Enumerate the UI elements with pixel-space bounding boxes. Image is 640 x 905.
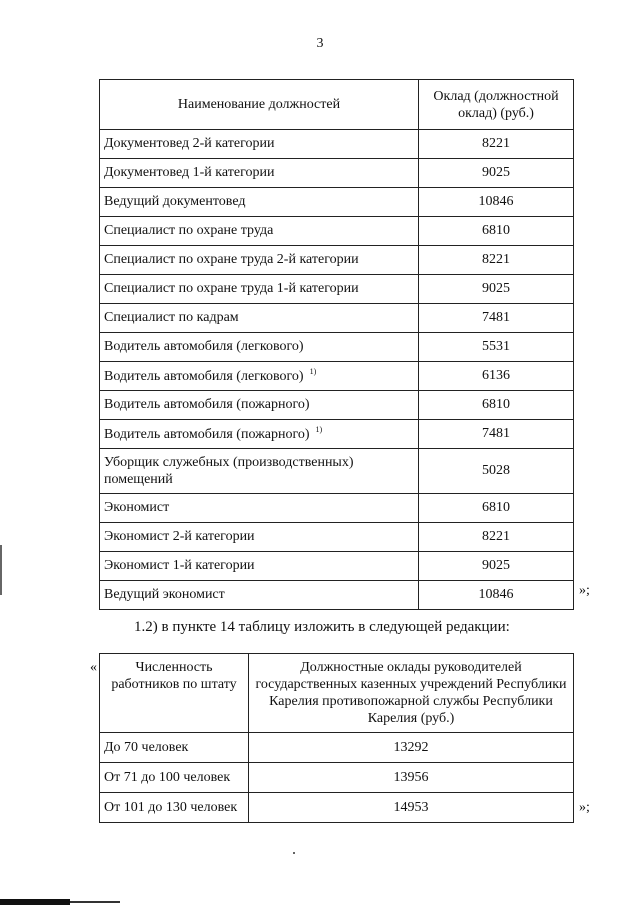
position-name: Специалист по охране труда 2-й категории [100,246,419,275]
staff-range: От 71 до 100 человек [100,763,249,793]
salary-value: 9025 [419,552,574,581]
table-row [100,304,574,333]
scan-artifact [0,899,70,905]
salary-value: 9025 [419,159,574,188]
table-row [100,733,574,763]
position-name: Специалист по охране труда 1-й категории [100,275,419,304]
salary-value: 6810 [419,217,574,246]
clause-text: 1.2) в пункте 14 таблицу изложить в следующей редакции: [134,619,510,635]
staff-range: До 70 человек [100,733,249,763]
table-row [100,217,574,246]
header-director-salary: Должностные оклады руководителей государственных казенных учреждений Республики Карелия противопожарной службы Республики Карелия (руб.) [249,654,574,733]
position-name: Специалист по кадрам [100,304,419,333]
table-row [100,793,574,823]
director-salary-value: 13292 [249,733,574,763]
position-name: Водитель автомобиля (легкового) [100,333,419,362]
scan-artifact [70,901,120,903]
position-name: Документовед 2-й категории [100,130,419,159]
position-name: Уборщик служебных (производственных) помещений [100,449,419,494]
position-name: Экономист [100,494,419,523]
position-name: Экономист 1-й категории [100,552,419,581]
footnote-mark: 1) [309,367,317,376]
scan-dot [293,852,295,854]
salary-value: 10846 [419,188,574,217]
table-row [100,391,574,420]
table-row [100,333,574,362]
position-name: Водитель автомобиля (пожарного) $^{1)}$ [100,420,419,449]
table-row [100,763,574,793]
position-name: Ведущий документовед [100,188,419,217]
closing-quote: »; [579,583,590,598]
table-row [100,494,574,523]
salary-value: 8221 [419,246,574,275]
table-row [100,188,574,217]
table-row [100,523,574,552]
header-staff-count: Численность работников по штату [100,654,249,733]
table-row [100,449,574,494]
salary-value: 9025 [419,275,574,304]
staff-range: От 101 до 130 человек [100,793,249,823]
header-position-name: Наименование должностей [100,80,419,130]
position-name: Водитель автомобиля (легкового) $^{1)}$ [100,362,419,391]
table-row [100,130,574,159]
table-row [100,246,574,275]
table-row [100,420,574,449]
salary-value: 7481 [419,420,574,449]
position-name: Водитель автомобиля (пожарного) [100,391,419,420]
position-name: Специалист по охране труда [100,217,419,246]
header-salary: Оклад (должностной оклад) (руб.) [419,80,574,130]
scan-edge-mark [0,545,2,595]
salary-value: 6810 [419,391,574,420]
closing-quote: »; [579,800,590,815]
table-row [100,362,574,391]
table-row [100,581,574,610]
salary-table [99,79,574,610]
salary-value: 8221 [419,130,574,159]
director-salary-table [99,653,574,823]
salary-table-header [100,80,574,130]
table-row [100,552,574,581]
salary-value: 10846 [419,581,574,610]
salary-value: 7481 [419,304,574,333]
page-number: 3 [316,36,324,51]
position-name: Экономист 2-й категории [100,523,419,552]
salary-value: 5531 [419,333,574,362]
salary-value: 8221 [419,523,574,552]
opening-quote: « [90,660,97,675]
director-salary-value: 13956 [249,763,574,793]
director-salary-value: 14953 [249,793,574,823]
director-table-header [100,654,574,733]
table-row [100,159,574,188]
position-name: Документовед 1-й категории [100,159,419,188]
salary-value: 6136 [419,362,574,391]
salary-value: 5028 [419,449,574,494]
position-name: Ведущий экономист [100,581,419,610]
table-row [100,275,574,304]
salary-value: 6810 [419,494,574,523]
footnote-mark: 1) [315,425,323,434]
